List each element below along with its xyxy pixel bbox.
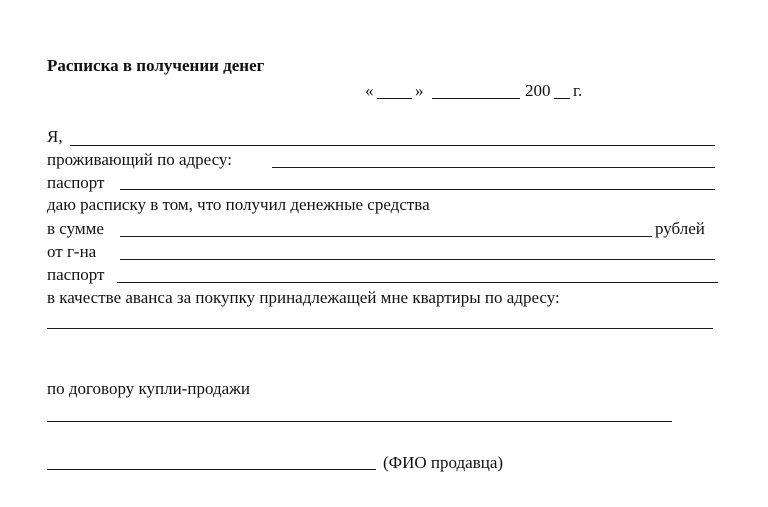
i-label: Я, bbox=[47, 127, 63, 146]
amount-blank[interactable] bbox=[120, 236, 652, 237]
purpose-text: в качестве аванса за покупку принадлежащей мне квартиры по адресу: bbox=[47, 288, 560, 307]
month-blank[interactable] bbox=[432, 98, 520, 99]
contract-label: по договору купли-продажи bbox=[47, 379, 250, 398]
year-suffix: г. bbox=[573, 81, 583, 100]
year-blank[interactable] bbox=[554, 98, 570, 99]
address-blank[interactable] bbox=[272, 167, 715, 168]
seller-label: (ФИО продавца) bbox=[383, 453, 504, 472]
statement-text: даю расписку в том, что получил денежные средства bbox=[47, 195, 430, 214]
payer-blank[interactable] bbox=[120, 259, 715, 260]
contract-blank[interactable] bbox=[47, 421, 672, 422]
date-open-quote: « bbox=[365, 81, 374, 100]
name-blank[interactable] bbox=[70, 145, 715, 146]
passport2-blank[interactable] bbox=[117, 282, 718, 283]
year-prefix: 200 bbox=[525, 81, 551, 100]
from-label: от г-на bbox=[47, 242, 97, 261]
currency-label: рублей bbox=[655, 219, 705, 238]
document-title: Расписка в получении денег bbox=[47, 56, 265, 75]
property-address-blank[interactable] bbox=[47, 328, 713, 329]
seller-name-blank[interactable] bbox=[47, 469, 376, 470]
day-blank[interactable] bbox=[377, 98, 412, 99]
amount-label: в сумме bbox=[47, 219, 104, 238]
address-label: проживающий по адресу: bbox=[47, 150, 232, 169]
passport-blank[interactable] bbox=[120, 189, 715, 190]
passport-label: паспорт bbox=[47, 173, 105, 192]
date-close-quote: » bbox=[415, 81, 424, 100]
passport2-label: паспорт bbox=[47, 265, 105, 284]
